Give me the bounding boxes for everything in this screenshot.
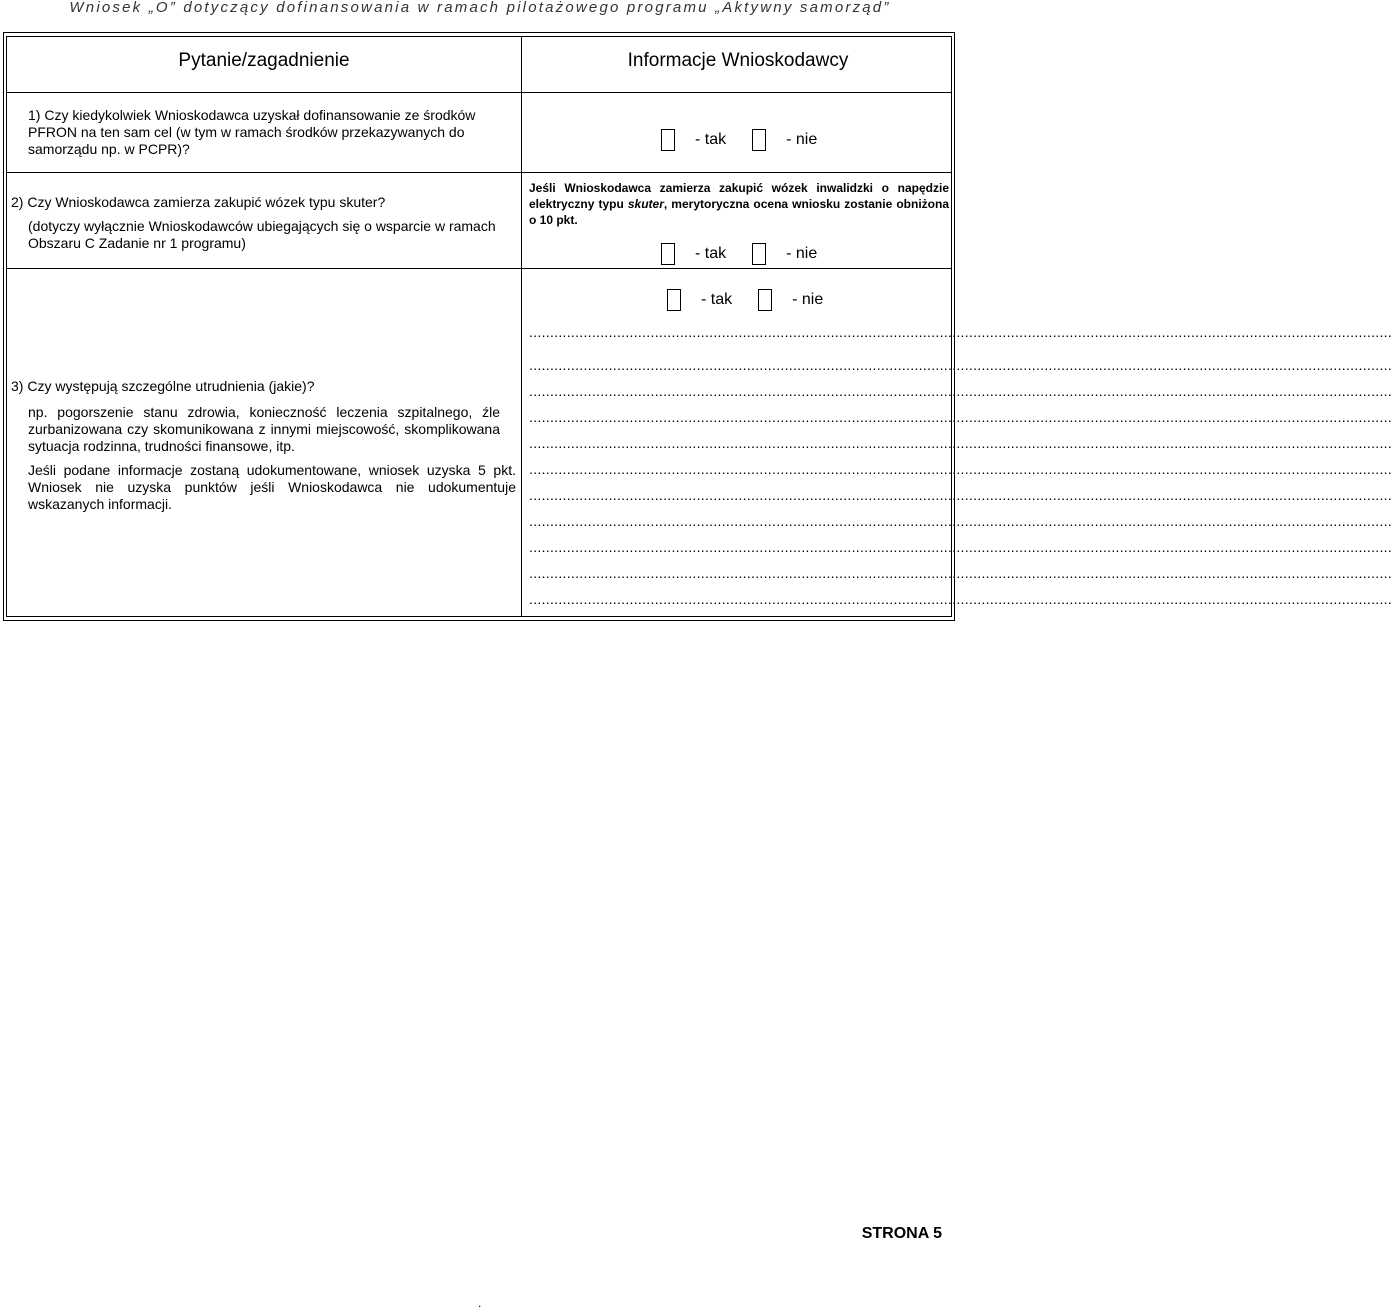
checkbox-yes[interactable] <box>667 289 681 311</box>
answer-line[interactable]: .............................................................................................................................................................................................................. <box>529 487 1392 503</box>
column-header-applicant-info: Informacje Wnioskodawcy <box>627 50 849 71</box>
note-italic-term: skuter <box>627 197 664 211</box>
column-divider <box>521 36 522 617</box>
checkbox-no[interactable] <box>752 243 766 265</box>
answer-line[interactable]: .............................................................................................................................................................................................................. <box>529 357 1392 373</box>
checkbox-no[interactable] <box>758 289 772 311</box>
footer-mark: . <box>478 1296 482 1310</box>
question-2-options <box>661 243 817 265</box>
row-divider <box>6 268 952 269</box>
option-yes-label: - tak <box>695 131 727 148</box>
answer-line[interactable]: .............................................................................................................................................................................................................. <box>529 409 1392 425</box>
column-header-question: Pytanie/zagadnienie <box>178 50 350 71</box>
question-2-subtext: (dotyczy wyłącznie Wnioskodawców ubiegających się o wsparcie w ramach Obszaru C Zadanie nr 1 programu) <box>28 218 496 251</box>
page-number: STRONA 5 <box>861 1225 942 1242</box>
note-text: Jeśli Wnioskodawca zamierza zakupić wózek inwalidzki o napędzie elektryczny typu <box>529 181 949 211</box>
checkbox-no[interactable] <box>752 129 766 151</box>
question-3-note: Jeśli podane informacje zostaną udokumentowane, wniosek uzyska 5 pkt. Wniosek nie uzyska punktów jeśli Wnioskodawca nie udokumentuje wskazanych informacji. <box>28 462 516 512</box>
checkbox-yes[interactable] <box>661 243 675 265</box>
answer-line[interactable]: .............................................................................................................................................................................................................. <box>529 435 1392 451</box>
note-text: , merytoryczna ocena wniosku zostanie obniżona o 10 pkt. <box>529 197 949 227</box>
question-2-note <box>529 180 949 228</box>
row-divider <box>6 92 952 93</box>
question-2-text: 2) Czy Wnioskodawca zamierza zakupić wózek typu skuter? <box>11 194 386 210</box>
option-no-label: - nie <box>786 131 818 148</box>
question-3-text: 3) Czy występują szczególne utrudnienia (jakie)? <box>11 378 315 394</box>
option-no-label: - nie <box>792 291 824 308</box>
row-divider <box>6 172 952 173</box>
option-yes-label: - tak <box>701 291 733 308</box>
checkbox-yes[interactable] <box>661 129 675 151</box>
answer-line[interactable]: .............................................................................................................................................................................................................. <box>529 565 1392 581</box>
question-3-example: np. pogorszenie stanu zdrowia, konieczność leczenia szpitalnego, źle zurbanizowana czy skomunikowana z innymi miejscowość, skomplikowana sytuacja rodzinna, trudności finansowe, itp. <box>28 404 500 454</box>
answer-line[interactable]: .............................................................................................................................................................................................................. <box>529 383 1392 399</box>
answer-line[interactable]: .............................................................................................................................................................................................................. <box>529 539 1392 555</box>
option-no-label: - nie <box>786 245 818 262</box>
document-header: Wniosek „O” dotyczący dofinansowania w ramach pilotażowego programu „Aktywny samorząd” <box>69 0 891 16</box>
question-1-text: 1) Czy kiedykolwiek Wnioskodawca uzyskał dofinansowanie ze środków PFRON na ten sam cel (w tym w ramach środków przekazywanych do samorządu np. w PCPR)? <box>28 107 476 157</box>
answer-line[interactable]: .............................................................................................................................................................................................................. <box>529 324 1392 340</box>
question-1-options <box>661 129 817 151</box>
answer-line[interactable]: .............................................................................................................................................................................................................. <box>529 461 1392 477</box>
question-3-options <box>667 289 823 311</box>
answer-line[interactable]: .............................................................................................................................................................................................................. <box>529 591 1392 607</box>
answer-line[interactable]: .............................................................................................................................................................................................................. <box>529 513 1392 529</box>
option-yes-label: - tak <box>695 245 727 262</box>
